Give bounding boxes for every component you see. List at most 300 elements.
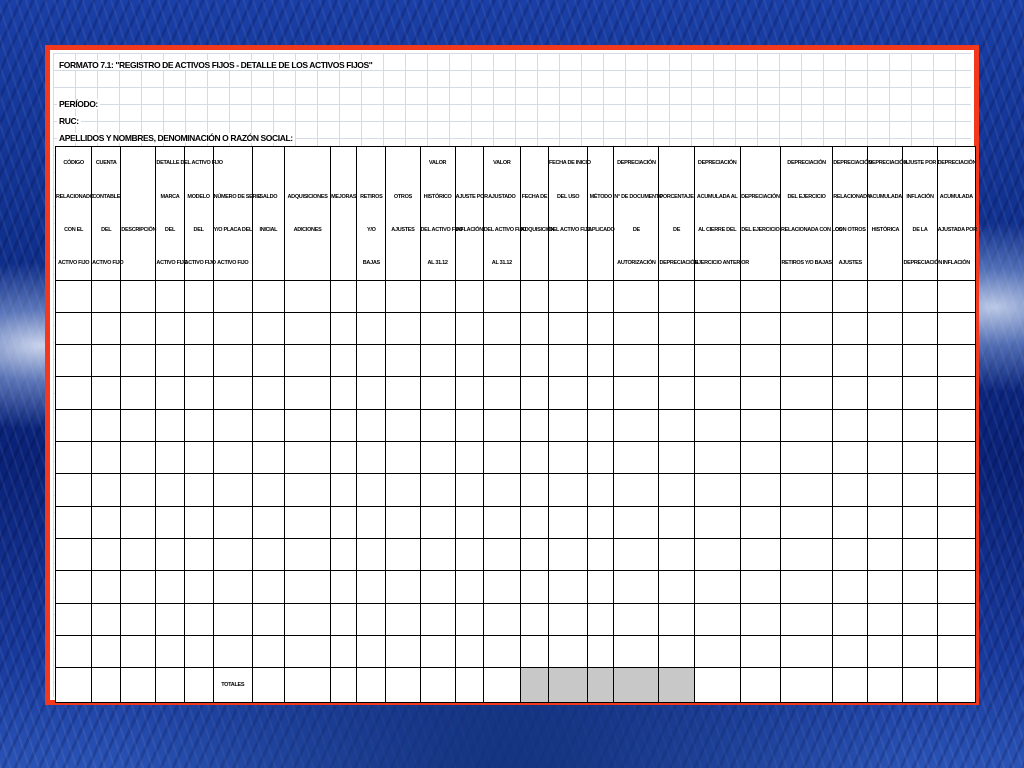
table-cell[interactable] (520, 377, 548, 409)
table-cell[interactable] (156, 442, 184, 474)
table-cell[interactable] (549, 345, 588, 377)
table-cell[interactable] (903, 603, 937, 635)
table-cell[interactable] (868, 312, 903, 344)
table-cell[interactable] (252, 377, 284, 409)
table-cell[interactable] (284, 474, 330, 506)
table-cell[interactable] (483, 345, 520, 377)
table-cell[interactable] (92, 377, 121, 409)
table-cell[interactable] (833, 442, 868, 474)
table-cell[interactable] (740, 280, 780, 312)
table-cell[interactable] (549, 280, 588, 312)
table-cell[interactable] (483, 377, 520, 409)
table-cell[interactable] (588, 539, 614, 571)
table-cell[interactable] (420, 636, 455, 668)
table-cell[interactable] (357, 312, 386, 344)
table-cell[interactable] (455, 506, 483, 538)
table-cell[interactable] (386, 571, 420, 603)
table-cell[interactable] (213, 442, 252, 474)
table-cell[interactable] (833, 603, 868, 635)
table-cell[interactable] (92, 603, 121, 635)
totals-cell[interactable] (252, 668, 284, 703)
table-cell[interactable] (184, 280, 213, 312)
table-cell[interactable] (455, 603, 483, 635)
totals-cell[interactable] (56, 668, 92, 703)
table-cell[interactable] (420, 345, 455, 377)
table-cell[interactable] (92, 409, 121, 441)
table-cell[interactable] (937, 603, 975, 635)
table-cell[interactable] (121, 345, 156, 377)
table-cell[interactable] (213, 409, 252, 441)
table-cell[interactable] (331, 603, 357, 635)
table-cell[interactable] (184, 442, 213, 474)
table-cell[interactable] (483, 442, 520, 474)
table-cell[interactable] (213, 345, 252, 377)
table-cell[interactable] (694, 345, 740, 377)
table-cell[interactable] (92, 312, 121, 344)
table-cell[interactable] (614, 377, 659, 409)
table-cell[interactable] (156, 345, 184, 377)
table-cell[interactable] (588, 345, 614, 377)
table-cell[interactable] (903, 571, 937, 603)
table-cell[interactable] (659, 636, 694, 668)
table-cell[interactable] (780, 377, 832, 409)
table-cell[interactable] (694, 280, 740, 312)
totals-cell[interactable] (694, 668, 740, 703)
table-cell[interactable] (694, 539, 740, 571)
table-cell[interactable] (455, 474, 483, 506)
table-cell[interactable] (455, 345, 483, 377)
table-cell[interactable] (357, 280, 386, 312)
table-cell[interactable] (92, 506, 121, 538)
totals-cell[interactable] (284, 668, 330, 703)
table-cell[interactable] (903, 312, 937, 344)
table-cell[interactable] (357, 539, 386, 571)
table-cell[interactable] (284, 636, 330, 668)
table-cell[interactable] (213, 636, 252, 668)
table-cell[interactable] (483, 409, 520, 441)
table-cell[interactable] (833, 539, 868, 571)
table-cell[interactable] (868, 442, 903, 474)
totals-cell-disabled[interactable] (520, 668, 548, 703)
table-cell[interactable] (780, 280, 832, 312)
table-cell[interactable] (740, 506, 780, 538)
table-cell[interactable] (659, 506, 694, 538)
table-cell[interactable] (420, 539, 455, 571)
table-cell[interactable] (213, 539, 252, 571)
table-cell[interactable] (121, 312, 156, 344)
table-cell[interactable] (937, 571, 975, 603)
table-cell[interactable] (121, 636, 156, 668)
table-cell[interactable] (659, 312, 694, 344)
table-cell[interactable] (780, 603, 832, 635)
table-cell[interactable] (386, 345, 420, 377)
table-cell[interactable] (284, 603, 330, 635)
table-cell[interactable] (331, 345, 357, 377)
table-cell[interactable] (184, 571, 213, 603)
table-cell[interactable] (455, 442, 483, 474)
table-cell[interactable] (184, 539, 213, 571)
table-cell[interactable] (56, 442, 92, 474)
table-cell[interactable] (483, 474, 520, 506)
table-cell[interactable] (549, 636, 588, 668)
table-cell[interactable] (614, 312, 659, 344)
table-cell[interactable] (659, 442, 694, 474)
table-cell[interactable] (284, 539, 330, 571)
table-cell[interactable] (740, 636, 780, 668)
table-cell[interactable] (121, 280, 156, 312)
totals-cell-disabled[interactable] (659, 668, 694, 703)
totals-cell[interactable] (92, 668, 121, 703)
table-cell[interactable] (331, 442, 357, 474)
table-cell[interactable] (588, 636, 614, 668)
table-cell[interactable] (549, 409, 588, 441)
table-cell[interactable] (659, 474, 694, 506)
table-cell[interactable] (549, 603, 588, 635)
table-cell[interactable] (56, 409, 92, 441)
table-cell[interactable] (386, 280, 420, 312)
totals-cell[interactable] (833, 668, 868, 703)
table-cell[interactable] (780, 442, 832, 474)
table-cell[interactable] (56, 377, 92, 409)
table-cell[interactable] (156, 377, 184, 409)
table-cell[interactable] (588, 603, 614, 635)
table-cell[interactable] (588, 280, 614, 312)
table-cell[interactable] (520, 409, 548, 441)
table-cell[interactable] (780, 571, 832, 603)
table-cell[interactable] (92, 636, 121, 668)
table-cell[interactable] (483, 636, 520, 668)
table-cell[interactable] (937, 312, 975, 344)
table-cell[interactable] (694, 442, 740, 474)
table-cell[interactable] (331, 474, 357, 506)
table-cell[interactable] (252, 442, 284, 474)
table-cell[interactable] (213, 377, 252, 409)
table-cell[interactable] (659, 409, 694, 441)
table-cell[interactable] (121, 474, 156, 506)
table-cell[interactable] (284, 312, 330, 344)
table-cell[interactable] (740, 345, 780, 377)
table-cell[interactable] (357, 506, 386, 538)
table-cell[interactable] (740, 409, 780, 441)
table-cell[interactable] (614, 442, 659, 474)
table-cell[interactable] (614, 474, 659, 506)
table-cell[interactable] (252, 280, 284, 312)
totals-cell[interactable] (156, 668, 184, 703)
table-cell[interactable] (780, 506, 832, 538)
table-cell[interactable] (520, 280, 548, 312)
totals-cell-disabled[interactable] (588, 668, 614, 703)
table-cell[interactable] (588, 442, 614, 474)
totals-cell[interactable] (903, 668, 937, 703)
table-cell[interactable] (614, 636, 659, 668)
table-cell[interactable] (420, 442, 455, 474)
totals-cell[interactable] (420, 668, 455, 703)
table-cell[interactable] (386, 506, 420, 538)
totals-cell[interactable] (386, 668, 420, 703)
table-cell[interactable] (483, 312, 520, 344)
table-cell[interactable] (780, 636, 832, 668)
totals-cell[interactable] (184, 668, 213, 703)
table-cell[interactable] (549, 539, 588, 571)
table-cell[interactable] (868, 345, 903, 377)
table-cell[interactable] (455, 409, 483, 441)
table-cell[interactable] (213, 571, 252, 603)
table-cell[interactable] (937, 474, 975, 506)
totals-cell[interactable] (780, 668, 832, 703)
table-cell[interactable] (386, 312, 420, 344)
table-cell[interactable] (694, 603, 740, 635)
table-cell[interactable] (833, 409, 868, 441)
table-cell[interactable] (588, 474, 614, 506)
table-cell[interactable] (156, 474, 184, 506)
table-cell[interactable] (184, 377, 213, 409)
table-cell[interactable] (937, 539, 975, 571)
table-cell[interactable] (213, 474, 252, 506)
table-cell[interactable] (121, 571, 156, 603)
table-cell[interactable] (520, 442, 548, 474)
table-cell[interactable] (694, 636, 740, 668)
table-cell[interactable] (331, 636, 357, 668)
table-cell[interactable] (56, 474, 92, 506)
table-cell[interactable] (614, 345, 659, 377)
table-cell[interactable] (156, 312, 184, 344)
table-cell[interactable] (614, 409, 659, 441)
table-cell[interactable] (588, 506, 614, 538)
table-cell[interactable] (56, 312, 92, 344)
table-cell[interactable] (659, 345, 694, 377)
table-cell[interactable] (833, 377, 868, 409)
table-cell[interactable] (156, 571, 184, 603)
table-cell[interactable] (903, 442, 937, 474)
table-cell[interactable] (252, 571, 284, 603)
table-cell[interactable] (252, 636, 284, 668)
table-cell[interactable] (520, 345, 548, 377)
table-cell[interactable] (833, 345, 868, 377)
table-cell[interactable] (740, 474, 780, 506)
table-cell[interactable] (520, 571, 548, 603)
table-cell[interactable] (156, 506, 184, 538)
table-cell[interactable] (121, 442, 156, 474)
table-cell[interactable] (833, 506, 868, 538)
table-cell[interactable] (937, 506, 975, 538)
table-cell[interactable] (121, 377, 156, 409)
table-cell[interactable] (659, 280, 694, 312)
table-cell[interactable] (868, 636, 903, 668)
table-cell[interactable] (659, 377, 694, 409)
table-cell[interactable] (833, 312, 868, 344)
table-cell[interactable] (868, 506, 903, 538)
table-cell[interactable] (549, 474, 588, 506)
table-cell[interactable] (520, 636, 548, 668)
totals-cell[interactable] (937, 668, 975, 703)
table-cell[interactable] (284, 280, 330, 312)
table-cell[interactable] (92, 442, 121, 474)
table-cell[interactable] (549, 571, 588, 603)
table-cell[interactable] (588, 409, 614, 441)
table-cell[interactable] (184, 409, 213, 441)
table-cell[interactable] (740, 377, 780, 409)
table-cell[interactable] (694, 312, 740, 344)
table-cell[interactable] (56, 506, 92, 538)
table-cell[interactable] (56, 539, 92, 571)
table-cell[interactable] (357, 474, 386, 506)
table-cell[interactable] (903, 636, 937, 668)
table-cell[interactable] (694, 571, 740, 603)
table-cell[interactable] (420, 571, 455, 603)
table-cell[interactable] (520, 603, 548, 635)
table-cell[interactable] (937, 636, 975, 668)
table-cell[interactable] (92, 280, 121, 312)
table-cell[interactable] (420, 377, 455, 409)
table-cell[interactable] (937, 442, 975, 474)
table-cell[interactable] (455, 571, 483, 603)
table-cell[interactable] (56, 280, 92, 312)
table-cell[interactable] (121, 506, 156, 538)
totals-cell-disabled[interactable] (549, 668, 588, 703)
table-cell[interactable] (740, 539, 780, 571)
table-cell[interactable] (357, 409, 386, 441)
totals-cell[interactable] (868, 668, 903, 703)
totals-cell[interactable] (483, 668, 520, 703)
table-cell[interactable] (121, 539, 156, 571)
table-cell[interactable] (156, 539, 184, 571)
table-cell[interactable] (213, 312, 252, 344)
table-cell[interactable] (420, 474, 455, 506)
table-cell[interactable] (868, 539, 903, 571)
table-cell[interactable] (56, 636, 92, 668)
table-cell[interactable] (357, 571, 386, 603)
totals-cell-disabled[interactable] (614, 668, 659, 703)
table-cell[interactable] (740, 603, 780, 635)
table-cell[interactable] (357, 636, 386, 668)
table-cell[interactable] (520, 312, 548, 344)
table-cell[interactable] (386, 636, 420, 668)
table-cell[interactable] (868, 377, 903, 409)
table-cell[interactable] (284, 345, 330, 377)
table-cell[interactable] (903, 280, 937, 312)
table-cell[interactable] (331, 409, 357, 441)
table-cell[interactable] (357, 345, 386, 377)
table-cell[interactable] (694, 409, 740, 441)
table-cell[interactable] (156, 280, 184, 312)
table-cell[interactable] (694, 377, 740, 409)
table-cell[interactable] (184, 345, 213, 377)
table-cell[interactable] (780, 409, 832, 441)
table-cell[interactable] (588, 377, 614, 409)
table-cell[interactable] (386, 409, 420, 441)
table-cell[interactable] (903, 539, 937, 571)
table-cell[interactable] (386, 474, 420, 506)
table-cell[interactable] (284, 571, 330, 603)
table-cell[interactable] (780, 474, 832, 506)
table-cell[interactable] (331, 280, 357, 312)
table-cell[interactable] (284, 377, 330, 409)
table-cell[interactable] (213, 506, 252, 538)
table-cell[interactable] (420, 603, 455, 635)
table-cell[interactable] (937, 280, 975, 312)
table-cell[interactable] (455, 377, 483, 409)
table-cell[interactable] (357, 603, 386, 635)
table-cell[interactable] (903, 506, 937, 538)
table-cell[interactable] (386, 603, 420, 635)
table-cell[interactable] (357, 377, 386, 409)
table-cell[interactable] (420, 506, 455, 538)
table-cell[interactable] (386, 442, 420, 474)
table-cell[interactable] (184, 636, 213, 668)
table-cell[interactable] (184, 506, 213, 538)
table-cell[interactable] (868, 409, 903, 441)
table-cell[interactable] (903, 409, 937, 441)
table-cell[interactable] (483, 280, 520, 312)
table-cell[interactable] (455, 312, 483, 344)
table-cell[interactable] (184, 603, 213, 635)
table-cell[interactable] (184, 474, 213, 506)
table-cell[interactable] (213, 280, 252, 312)
table-cell[interactable] (937, 377, 975, 409)
table-cell[interactable] (740, 571, 780, 603)
totals-cell[interactable] (121, 668, 156, 703)
table-cell[interactable] (252, 409, 284, 441)
table-cell[interactable] (213, 603, 252, 635)
table-cell[interactable] (549, 506, 588, 538)
totals-cell[interactable] (357, 668, 386, 703)
table-cell[interactable] (659, 571, 694, 603)
table-cell[interactable] (252, 345, 284, 377)
table-cell[interactable] (56, 345, 92, 377)
table-cell[interactable] (92, 571, 121, 603)
table-cell[interactable] (252, 312, 284, 344)
table-cell[interactable] (868, 603, 903, 635)
table-cell[interactable] (614, 280, 659, 312)
table-cell[interactable] (121, 409, 156, 441)
table-cell[interactable] (56, 571, 92, 603)
table-cell[interactable] (284, 442, 330, 474)
table-cell[interactable] (184, 312, 213, 344)
table-cell[interactable] (549, 442, 588, 474)
table-cell[interactable] (588, 571, 614, 603)
table-cell[interactable] (331, 571, 357, 603)
table-cell[interactable] (740, 312, 780, 344)
table-cell[interactable] (903, 377, 937, 409)
table-cell[interactable] (455, 539, 483, 571)
totals-cell[interactable] (331, 668, 357, 703)
table-cell[interactable] (252, 603, 284, 635)
table-cell[interactable] (520, 474, 548, 506)
table-cell[interactable] (833, 571, 868, 603)
table-cell[interactable] (694, 474, 740, 506)
table-cell[interactable] (833, 636, 868, 668)
table-cell[interactable] (833, 474, 868, 506)
table-cell[interactable] (420, 280, 455, 312)
table-cell[interactable] (92, 539, 121, 571)
table-cell[interactable] (252, 539, 284, 571)
table-cell[interactable] (331, 312, 357, 344)
table-cell[interactable] (252, 474, 284, 506)
table-cell[interactable] (937, 409, 975, 441)
table-cell[interactable] (156, 409, 184, 441)
table-cell[interactable] (483, 506, 520, 538)
table-cell[interactable] (56, 603, 92, 635)
totals-cell[interactable] (455, 668, 483, 703)
table-cell[interactable] (357, 442, 386, 474)
table-cell[interactable] (156, 636, 184, 668)
table-cell[interactable] (614, 571, 659, 603)
table-cell[interactable] (92, 345, 121, 377)
table-cell[interactable] (614, 539, 659, 571)
table-cell[interactable] (284, 409, 330, 441)
table-cell[interactable] (614, 506, 659, 538)
table-cell[interactable] (386, 377, 420, 409)
